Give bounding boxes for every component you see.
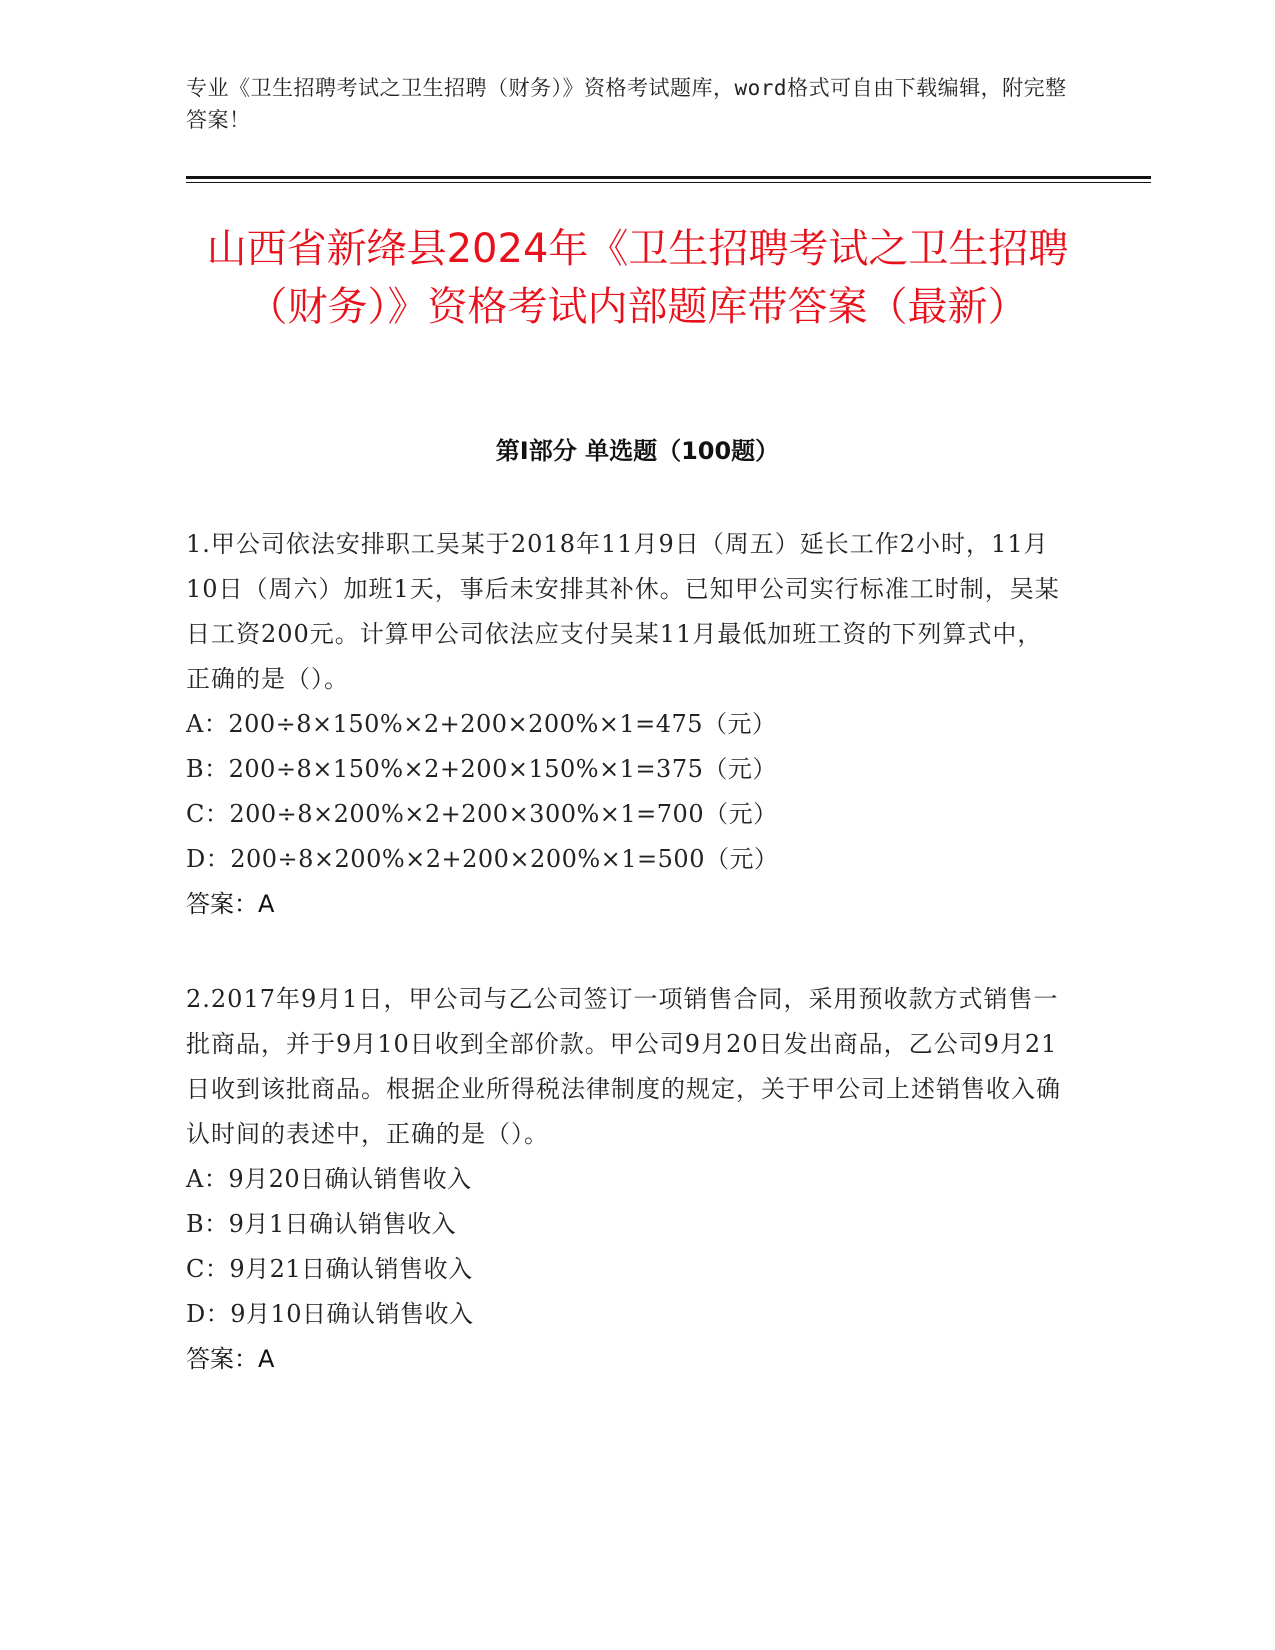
header-divider-thick (186, 176, 1151, 179)
document-title: 山西省新绛县2024年《卫生招聘考试之卫生招聘（财务）》资格考试内部题库带答案（最新） (206, 226, 1069, 330)
header-note: 专业《卫生招聘考试之卫生招聘（财务）》资格考试题库，word格式可自由下载编辑，附完整答案！ (186, 76, 1067, 132)
option-c: C：9月21日确认销售收入 (186, 1255, 473, 1283)
question-stem: 1.甲公司依法安排职工吴某于2018年11月9日（周五）延长工作2小时，11月10日（周六）加班1天，事后未安排其补休。已知甲公司实行标准工时制，吴某日工资200元。计算甲公司依法应支付吴某11月最低加班工资的下列算式中，正确的是（）。 (186, 530, 1060, 693)
header-divider-thin (186, 182, 1151, 183)
option-c: C：200÷8×200%×2+200×300%×1=700（元） (186, 800, 778, 828)
option-b: B：9月1日确认销售收入 (186, 1210, 457, 1238)
option-d: D：200÷8×200%×2+200×200%×1=500（元） (186, 845, 779, 873)
answer: 答案：A (186, 1345, 275, 1373)
question-stem: 2.2017年9月1日，甲公司与乙公司签订一项销售合同，采用预收款方式销售一批商品，并于9月10日收到全部价款。甲公司9月20日发出商品，乙公司9月21日收到该批商品。根据企业所得税法律制度的规定，关于甲公司上述销售收入确认时间的表述中，正确的是（）。 (186, 985, 1061, 1148)
option-a: A：9月20日确认销售收入 (186, 1165, 472, 1193)
question-1 (186, 522, 1066, 927)
option-b: B：200÷8×150%×2+200×150%×1=375（元） (186, 755, 777, 783)
section-title: 第I部分 单选题（100题） (495, 437, 780, 465)
question-2 (186, 977, 1066, 1382)
answer: 答案：A (186, 890, 275, 918)
option-d: D：9月10日确认销售收入 (186, 1300, 474, 1328)
option-a: A：200÷8×150%×2+200×200%×1=475（元） (186, 710, 777, 738)
